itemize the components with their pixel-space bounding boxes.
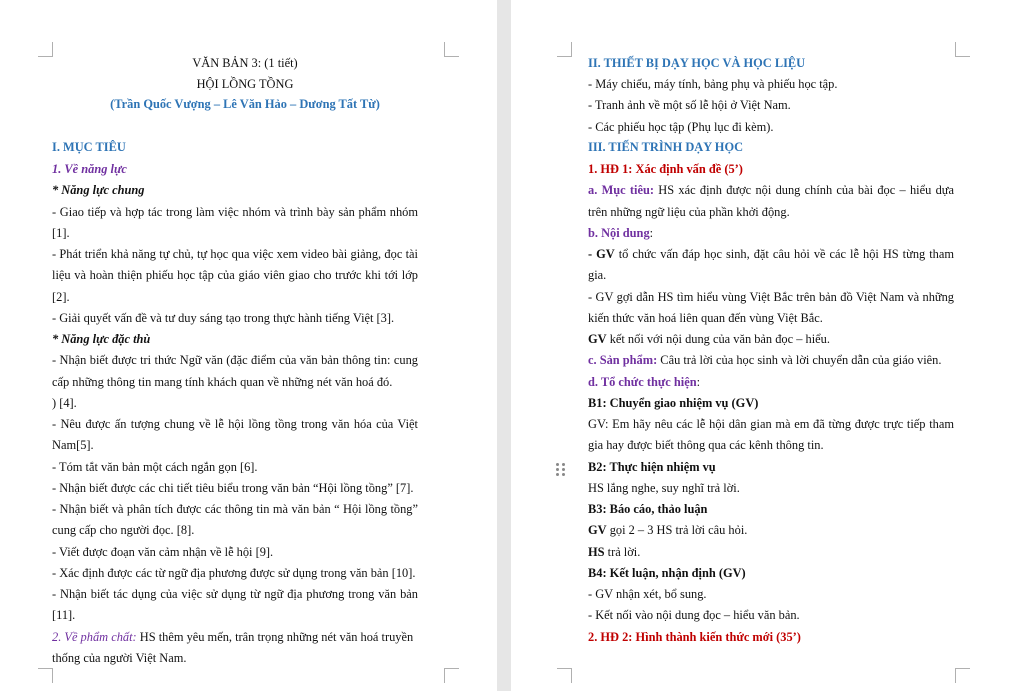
section-heading: I. MỤC TIÊU — [52, 140, 126, 154]
paragraph-line — [588, 353, 941, 368]
paragraph-line: - Giải quyết vấn đề và tư duy sáng tạo trong thực hành tiếng Việt [3]. — [52, 311, 395, 325]
inline-text: Câu trả lời của học sinh và lời chuyển dẫn của giáo viên. — [657, 353, 942, 367]
paragraph-line: - Tóm tắt văn bản một cách ngắn gọn [6]. — [52, 460, 258, 474]
paragraph-line: thống của người Việt Nam. — [52, 651, 187, 665]
step-heading: B1: Chuyển giao nhiệm vụ (GV) — [588, 396, 759, 410]
paragraph-line: - Phát triển khả năng tự chủ, tự học qua việc xem video bài giảng, đọc tài — [52, 247, 418, 261]
paragraph-line: - Viết được đoạn văn cảm nhận về lễ hội [9]. — [52, 545, 274, 559]
paragraph-line: - Nhận biết và phân tích được các thông tin mà văn bản “ Hội lồng tồng” — [52, 502, 418, 516]
drag-handle-icon[interactable] — [556, 463, 566, 477]
paragraph-line — [588, 226, 653, 241]
paragraph-line: cung cấp cho người đọc. [8]. — [52, 523, 195, 537]
inline-label: c. Sản phẩm: — [588, 353, 658, 367]
inline-label: GV — [588, 332, 607, 346]
paragraph-line: - Nhận biết được tri thức Ngữ văn (đặc điểm của văn bản thông tin: cung — [52, 353, 418, 367]
authors: (Trần Quốc Vượng – Lê Văn Hảo – Dương Tất Từ) — [110, 97, 380, 111]
paragraph-line: - GV nhận xét, bổ sung. — [588, 587, 707, 601]
inline-label: - GV — [588, 247, 615, 261]
inline-text: HS thêm yêu mến, trân trọng những nét văn hoá truyền — [136, 630, 414, 644]
paragraph-line — [588, 523, 747, 538]
paragraph-line: - Máy chiếu, máy tính, bảng phụ và phiếu học tập. — [588, 77, 838, 91]
paragraph-line: - GV gợi dẫn HS tìm hiểu vùng Việt Bắc trên bản đồ Việt Nam và những — [588, 290, 954, 304]
inline-text: kết nối với nội dung của văn bản đọc – hiểu. — [606, 332, 830, 346]
paragraph-line — [588, 183, 954, 198]
paragraph-line: - Nhận biết được các chi tiết tiêu biểu trong văn bản “Hội lồng tồng” [7]. — [52, 481, 414, 495]
inline-label: d. Tổ chức thực hiện — [588, 375, 697, 389]
paragraph-line — [588, 375, 700, 390]
step-heading: B3: Báo cáo, thảo luận — [588, 502, 708, 516]
paragraph-line — [52, 630, 413, 645]
paragraph-line: - Nhận biết tác dụng của việc sử dụng từ ngữ địa phương trong văn bản — [52, 587, 418, 601]
crop-mark — [38, 42, 53, 57]
step-heading: B2: Thực hiện nhiệm vụ — [588, 460, 716, 474]
crop-mark — [557, 668, 572, 683]
subheading: * Năng lực chung — [52, 183, 145, 197]
inline-label: 2. Về phẩm chất: — [52, 630, 137, 644]
paragraph-line: - Giao tiếp và hợp tác trong làm việc nhóm và trình bày sản phẩm nhóm — [52, 205, 418, 219]
paragraph-line: gia hay được biết thông qua các kênh thông tin. — [588, 438, 824, 452]
inline-text: tổ chức vấn đáp học sinh, đặt câu hỏi về các lễ hội HS từng tham — [614, 247, 954, 261]
inline-text: : — [696, 375, 701, 389]
paragraph-line: GV: Em hãy nêu các lễ hội dân gian mà em đã từng được trực tiếp tham — [588, 417, 954, 431]
inline-text: trả lời. — [604, 545, 641, 559]
paragraph-line: Nam[5]. — [52, 438, 94, 452]
paragraph-line: - Các phiếu học tập (Phụ lục đi kèm). — [588, 120, 774, 134]
section-heading: III. TIẾN TRÌNH DẠY HỌC — [588, 140, 744, 154]
paragraph-line: - Xác định được các từ ngữ địa phương được sử dụng trong văn bản [10]. — [52, 566, 416, 580]
inline-label: b. Nội dung — [588, 226, 650, 240]
crop-mark — [955, 42, 970, 57]
paragraph-line: - Tranh ảnh về một số lễ hội ở Việt Nam. — [588, 98, 791, 112]
paragraph-line: ) [4]. — [52, 396, 77, 410]
paragraph-line: - Nêu được ấn tượng chung về lễ hội lồng tồng trong văn hóa của Việt — [52, 417, 418, 431]
paragraph-line: cấp những thông tin mang tính khách quan về những nét văn hoá đó. — [52, 375, 393, 389]
lesson-title: VĂN BẢN 3: (1 tiết) — [192, 56, 298, 70]
paragraph-line: kiến thức văn hoá liên quan đến vùng Việt Bắc. — [588, 311, 823, 325]
crop-mark — [955, 668, 970, 683]
inline-text: HS xác định được nội dung chính của bài đọc – hiểu dựa — [654, 183, 954, 197]
paragraph-line: [11]. — [52, 608, 76, 622]
crop-mark — [444, 42, 459, 57]
paragraph-line: trên những ngữ liệu của phần khởi động. — [588, 205, 790, 219]
inline-text: gọi 2 – 3 HS trả lời câu hỏi. — [606, 523, 748, 537]
paragraph-line — [588, 545, 640, 560]
paragraph-line: gia. — [588, 268, 607, 282]
step-heading: B4: Kết luận, nhận định (GV) — [588, 566, 746, 580]
paragraph-line: HS lắng nghe, suy nghĩ trả lời. — [588, 481, 740, 495]
paragraph-line — [588, 247, 954, 262]
paragraph-line: liệu và hoàn thiện phiếu học tập của giáo viên giao cho trước khi tới lớp — [52, 268, 418, 282]
section-heading: II. THIẾT BỊ DẠY HỌC VÀ HỌC LIỆU — [588, 56, 806, 70]
document-page-left — [0, 0, 497, 691]
document-page-right — [511, 0, 1012, 691]
crop-mark — [557, 42, 572, 57]
paragraph-line: [1]. — [52, 226, 70, 240]
inline-label: a. Mục tiêu: — [588, 183, 655, 197]
paragraph-line: - Kết nối vào nội dung đọc – hiểu văn bản. — [588, 608, 800, 622]
subheading: * Năng lực đặc thù — [52, 332, 151, 346]
inline-label: GV — [588, 523, 607, 537]
activity-heading: 1. HĐ 1: Xác định vấn đề (5’) — [588, 162, 743, 176]
crop-mark — [38, 668, 53, 683]
paragraph-line: [2]. — [52, 290, 70, 304]
text-name: HỘI LỒNG TỒNG — [196, 77, 294, 91]
inline-label: HS — [588, 545, 605, 559]
subsection-heading: 1. Về năng lực — [52, 162, 127, 176]
paragraph-line — [588, 332, 830, 347]
inline-text: : — [649, 226, 654, 240]
crop-mark — [444, 668, 459, 683]
activity-heading: 2. HĐ 2: Hình thành kiến thức mới (35’) — [588, 630, 801, 644]
